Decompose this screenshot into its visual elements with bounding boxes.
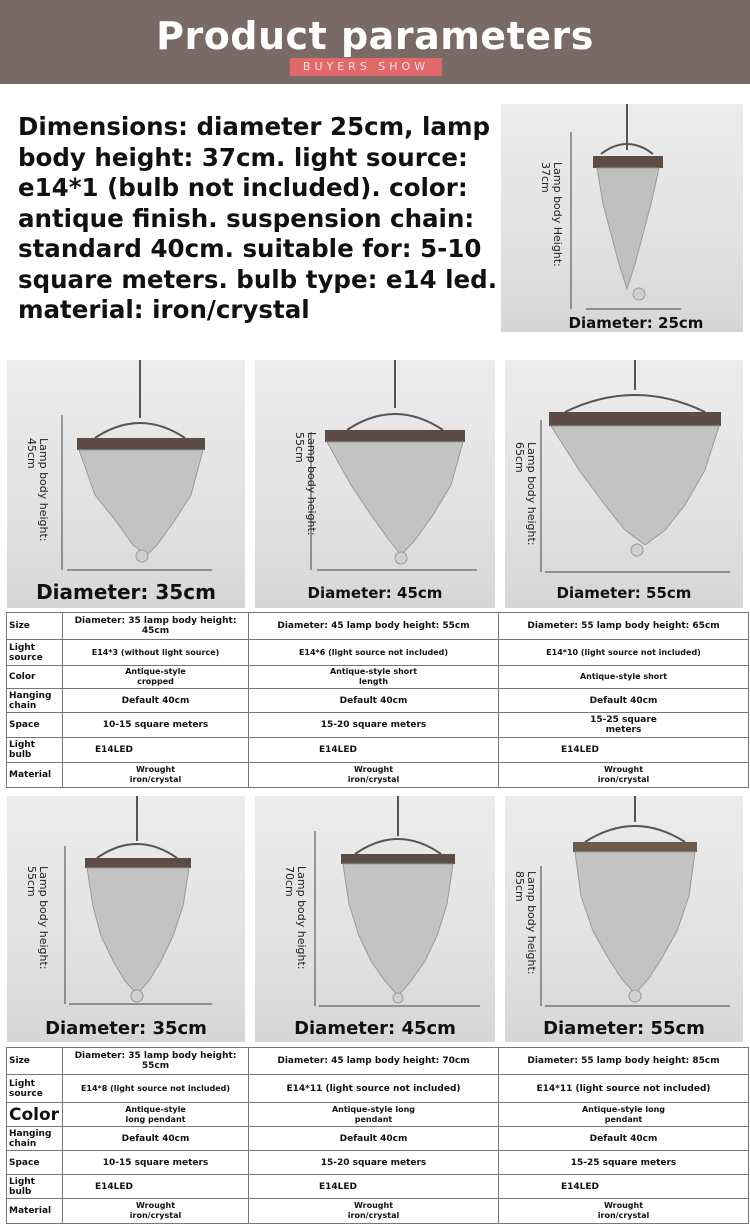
table-cell: Default 40cm bbox=[63, 1127, 249, 1151]
table-cell: 15-25 square meters bbox=[499, 1151, 749, 1175]
diameter-label: Diameter: 45cm bbox=[294, 1018, 456, 1039]
row-label-light-source: Light source bbox=[7, 640, 63, 666]
row-label-size: Size bbox=[7, 1048, 63, 1075]
table-cell: Wrought iron/crystal bbox=[499, 1199, 749, 1224]
table-cell: Default 40cm bbox=[249, 1127, 499, 1151]
table-cell: E14LED bbox=[499, 1175, 749, 1199]
row-label-hanging-chain: Hanging chain bbox=[7, 689, 63, 713]
hero-height-label: Lamp body Height: 37cm bbox=[539, 162, 564, 267]
hero-diameter-label: Diameter: 25cm bbox=[568, 314, 704, 332]
table-cell: Diameter: 35 lamp body height: 45cm bbox=[63, 613, 249, 640]
header-banner bbox=[0, 0, 750, 84]
table-cell: Antique-style long pendant bbox=[249, 1103, 499, 1127]
table-cell: Default 40cm bbox=[63, 689, 249, 713]
row-label-color: Color bbox=[7, 1103, 63, 1127]
table-cell: Antique-style short length bbox=[249, 666, 499, 689]
table-cell: E14*3 (without light source) bbox=[63, 640, 249, 666]
row-label-material: Material bbox=[7, 1199, 63, 1224]
chandelier-icon bbox=[501, 104, 743, 332]
row-label-space: Space bbox=[7, 1151, 63, 1175]
height-label: Lamp body height: 70cm bbox=[283, 866, 308, 970]
table-cell: 15-25 square meters bbox=[499, 713, 749, 738]
table-cell: Diameter: 35 lamp body height: 55cm bbox=[63, 1048, 249, 1075]
table-cell: Antique-style cropped bbox=[63, 666, 249, 689]
table-cell: Diameter: 55 lamp body height: 85cm bbox=[499, 1048, 749, 1075]
table-cell: E14*11 (light source not included) bbox=[499, 1075, 749, 1103]
table-cell: Antique-style long pendant bbox=[63, 1103, 249, 1127]
chandelier-icon bbox=[505, 360, 743, 608]
table-cell: Antique-style short bbox=[499, 666, 749, 689]
spec-table-2 bbox=[6, 1047, 749, 1224]
table-cell: E14*10 (light source not included) bbox=[499, 640, 749, 666]
table-cell: Wrought iron/crystal bbox=[63, 763, 249, 788]
chandelier-photo-55-85 bbox=[505, 796, 743, 1042]
chandelier-photo-35-55 bbox=[7, 796, 245, 1042]
chandelier-icon bbox=[255, 360, 495, 608]
table-cell: 10-15 square meters bbox=[63, 1151, 249, 1175]
table-cell: E14LED bbox=[499, 738, 749, 763]
table-cell: Wrought iron/crystal bbox=[249, 1199, 499, 1224]
height-label: Lamp body height: 65cm bbox=[513, 442, 538, 546]
height-label: Lamp body height: 55cm bbox=[25, 866, 50, 970]
table-cell: E14*6 (light source not included) bbox=[249, 640, 499, 666]
page-title: Product parameters bbox=[156, 14, 594, 58]
table-cell: E14*8 (light source not included) bbox=[63, 1075, 249, 1103]
table-cell: Antique-style long pendant bbox=[499, 1103, 749, 1127]
table-cell: Wrought iron/crystal bbox=[249, 763, 499, 788]
height-label: Lamp body height: 85cm bbox=[513, 871, 538, 975]
chandelier-photo-45-55 bbox=[255, 360, 495, 608]
intro-description: Dimensions: diameter 25cm, lamp body height: 37cm. light source: e14*1 (bulb not included). color: antique finish. suspension chain: standard 40cm. suitable for: 5-10 square meters. bulb type: e14 led. material: iron/crystal bbox=[18, 112, 498, 324]
table-cell: Default 40cm bbox=[499, 689, 749, 713]
diameter-label: Diameter: 55cm bbox=[543, 1018, 705, 1039]
table-cell: Diameter: 45 lamp body height: 70cm bbox=[249, 1048, 499, 1075]
diameter-label: Diameter: 45cm bbox=[307, 584, 443, 602]
chandelier-photo-35-45 bbox=[7, 360, 245, 608]
page-subtitle-badge: BUYERS SHOW bbox=[290, 58, 442, 76]
row-label-hanging-chain: Hanging chain bbox=[7, 1127, 63, 1151]
table-cell: Diameter: 45 lamp body height: 55cm bbox=[249, 613, 499, 640]
chandelier-photo-55-65 bbox=[505, 360, 743, 608]
diameter-label: Diameter: 35cm bbox=[45, 1018, 207, 1039]
table-cell: Wrought iron/crystal bbox=[63, 1199, 249, 1224]
table-cell: 15-20 square meters bbox=[249, 1151, 499, 1175]
table-cell: 10-15 square meters bbox=[63, 713, 249, 738]
table-cell: E14LED bbox=[63, 738, 249, 763]
row-label-color: Color bbox=[7, 666, 63, 689]
row-label-light-bulb: Light bulb bbox=[7, 1175, 63, 1199]
height-label: Lamp body height: 55cm bbox=[293, 432, 318, 536]
table-cell: Wrought iron/crystal bbox=[499, 763, 749, 788]
diameter-label: Diameter: 55cm bbox=[556, 584, 692, 602]
chandelier-photo-45-70 bbox=[255, 796, 495, 1042]
chandelier-icon bbox=[505, 796, 743, 1042]
table-cell: E14LED bbox=[249, 738, 499, 763]
table-cell: E14LED bbox=[63, 1175, 249, 1199]
row-label-material: Material bbox=[7, 763, 63, 788]
spec-table-1 bbox=[6, 612, 749, 788]
row-label-light-bulb: Light bulb bbox=[7, 738, 63, 763]
table-cell: Diameter: 55 lamp body height: 65cm bbox=[499, 613, 749, 640]
row-label-space: Space bbox=[7, 713, 63, 738]
table-cell: 15-20 square meters bbox=[249, 713, 499, 738]
table-cell: E14LED bbox=[249, 1175, 499, 1199]
table-cell: E14*11 (light source not included) bbox=[249, 1075, 499, 1103]
row-label-size: Size bbox=[7, 613, 63, 640]
row-label-light-source: Light source bbox=[7, 1075, 63, 1103]
table-cell: Default 40cm bbox=[499, 1127, 749, 1151]
table-cell: Default 40cm bbox=[249, 689, 499, 713]
diameter-label: Diameter: 35cm bbox=[36, 580, 216, 604]
height-label: Lamp body height: 45cm bbox=[25, 438, 50, 542]
hero-chandelier-photo bbox=[501, 104, 743, 332]
